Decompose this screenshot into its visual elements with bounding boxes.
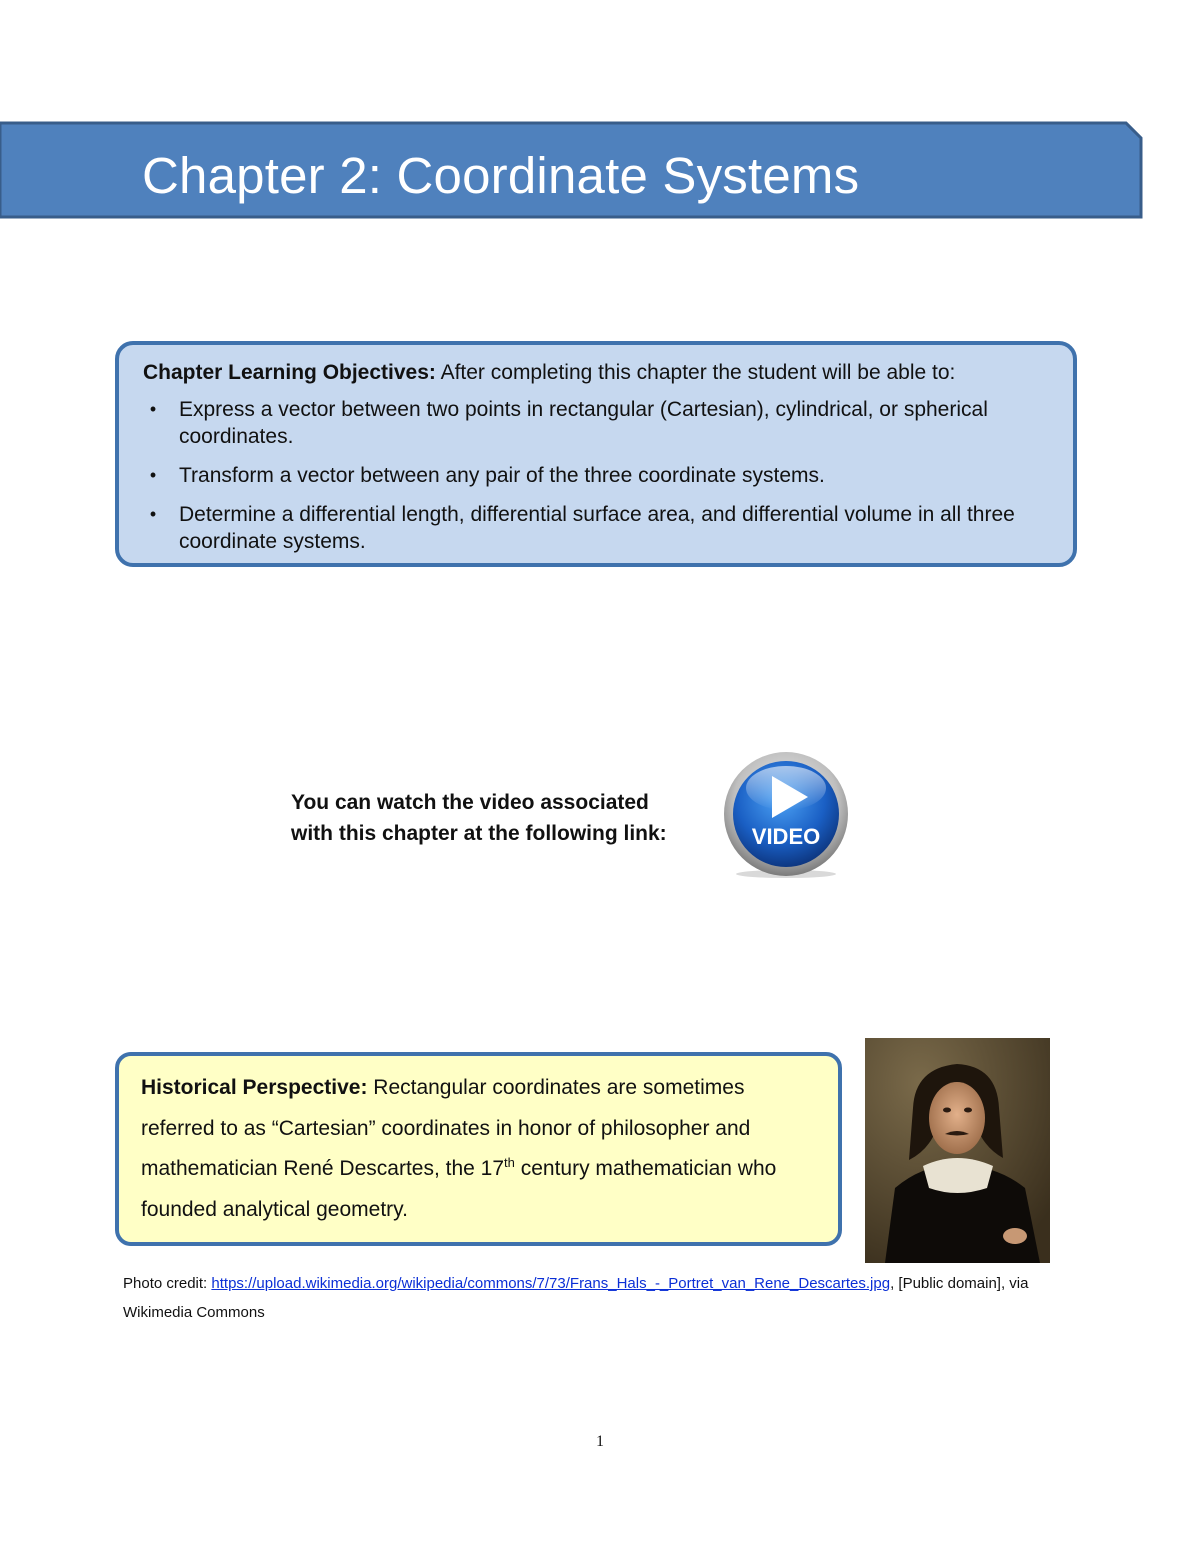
history-text-end: century mathematician who founded analytical geometry.	[141, 1157, 777, 1221]
history-text: Rectangular coordinates are sometimes referred to as “Cartesian” coordinates in honor of philosopher and mathematician René Descartes, the 17	[141, 1076, 751, 1180]
video-prompt	[291, 787, 667, 849]
objectives-heading: Chapter Learning Objectives:	[143, 361, 436, 384]
chapter-title: Chapter 2: Coordinate Systems	[142, 147, 860, 204]
objective-item	[143, 396, 1049, 450]
credit-prefix: Photo credit:	[123, 1275, 212, 1292]
bullet-icon: •	[149, 504, 157, 524]
descartes-portrait	[865, 1038, 1050, 1263]
photo-credit	[123, 1269, 1098, 1327]
objectives-list	[143, 396, 1049, 555]
history-heading: Historical Perspective:	[141, 1076, 368, 1099]
bullet-icon: •	[149, 399, 157, 419]
objective-text: Transform a vector between any pair of the three coordinate systems.	[179, 464, 825, 487]
page-number: 1	[596, 1433, 604, 1450]
objective-text: Determine a differential length, differential surface area, and differential volume in all three coordinate systems.	[179, 503, 1015, 553]
objectives-intro: After completing this chapter the student will be able to:	[435, 361, 956, 384]
history-superscript: th	[504, 1155, 515, 1170]
learning-objectives-box	[115, 341, 1077, 567]
video-prompt-line: with this chapter at the following link:	[291, 822, 667, 845]
objective-text: Express a vector between two points in rectangular (Cartesian), cylindrical, or spherical coordinates.	[179, 398, 988, 448]
video-button[interactable]	[722, 752, 850, 880]
video-button-label: VIDEO	[751, 824, 821, 849]
bullet-icon: •	[149, 465, 157, 485]
objective-item	[143, 462, 1049, 489]
historical-perspective-box	[115, 1052, 842, 1246]
video-prompt-line: You can watch the video associated	[291, 791, 649, 814]
objectives-lead	[143, 359, 1049, 386]
objective-item	[143, 501, 1049, 555]
credit-link[interactable]: https://upload.wikimedia.org/wikipedia/commons/7/73/Frans_Hals_-_Portret_van_Rene_Descartes.jpg	[211, 1275, 891, 1292]
credit-suffix: , [Public domain], via Wikimedia Commons	[123, 1275, 1029, 1321]
portrait-image	[865, 1038, 1050, 1263]
video-play-icon	[722, 752, 850, 880]
